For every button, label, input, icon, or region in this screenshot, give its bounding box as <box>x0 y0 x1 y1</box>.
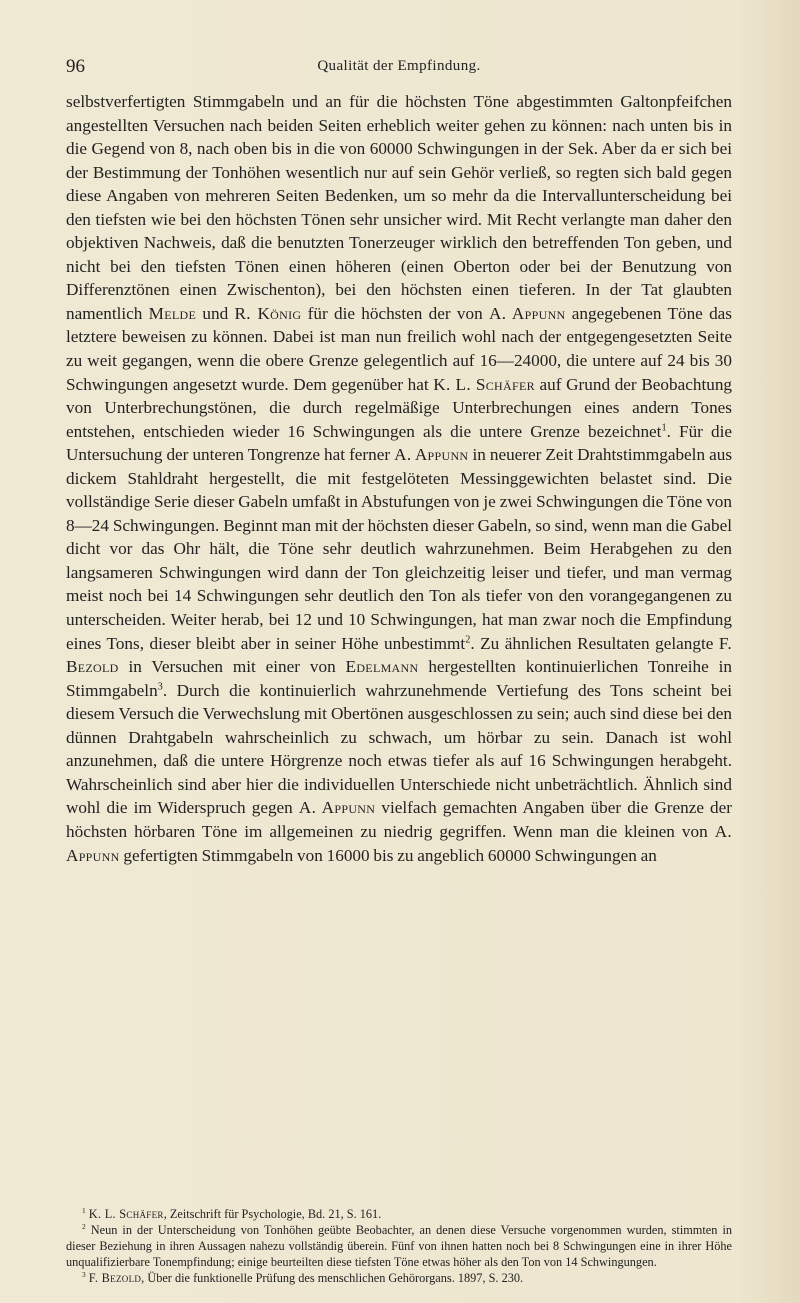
text-span: und <box>196 303 235 323</box>
author-name-koenig: R. König <box>234 303 302 323</box>
running-title: Qualität der Empfindung. <box>317 58 481 74</box>
footnote-2 <box>66 1222 732 1270</box>
text-span: für die höchsten der von <box>301 303 489 323</box>
main-text <box>66 90 732 867</box>
author-name-bezold: F. Bezold <box>66 633 732 677</box>
text-span: selbstverfertigten Stimmgabeln und an für die höchsten Töne abgestimmten Galtonpfeifchen angestellten Versuchen nach beiden Seiten erheblich weiter gehen zu können: nach unten bis in die Gegend von 8, nach oben bis in die von 60000 Schwingungen in der Sek. Aber da er sich bei der Bestimmung der Tonhöhen wesentlich nur auf sein Gehör verließ, so regten sich bald gegen diese Angaben von mehreren Seiten Bedenken, um so mehr da die Intervallunterscheidung bei den tiefsten wie bei den höchsten Tönen sehr unsicher wird. Mit Recht verlangte man daher den objektiven Nachweis, daß die benutzten Tonerzeuger wirklich den betreffenden Ton geben, und nicht bei den tiefsten Tönen einen höheren (einen Oberton oder bei der Benutzung von Differenztönen einen Zwischenton), bei den höchsten einen tieferen. In der Tat glaubten namentlich <box>66 92 732 323</box>
text-span: . Durch die kontinuierlich wahrzunehmende Vertiefung des Tons scheint bei diesem Versuch die Verwechslung mit Obertönen ausgeschlossen zu sein; auch sind diese bei den dünnen Drahtgabeln wahrscheinlich zu schwach, um hörbar zu sein. Danach ist wohl anzunehmen, daß die untere Hörgrenze noch etwas tiefer als auf 16 Schwingungen herabgeht. Wahrscheinlich sind aber hier die individuellen Unterschiede nicht unbeträchtlich. Ähnlich sind wohl die im Widerspruch gegen <box>66 680 732 818</box>
author-name-melde: Melde <box>148 303 197 323</box>
author-name-appunn: A. Appunn <box>66 821 732 865</box>
footnote-3 <box>66 1270 732 1286</box>
text-span: angegebenen Töne das letztere beweisen zu können. Dabei ist man nun freilich wohl nach der entgegengesetzten Seite zu weit gegangen, wenn die obere Grenze gelegentlich auf 16—24000, die untere auf 24 bis 30 Schwingungen angesetzt wurde. Dem gegenüber hat <box>66 303 732 394</box>
page-header <box>66 56 732 82</box>
text-span: hergestellten kontinuierlichen Tonreihe in Stimmgabeln <box>66 657 732 700</box>
footnote-ref-3[interactable]: 3 <box>157 680 163 692</box>
text-span: gefertigten Stimmgabeln von 16000 bis zu angeblich 60000 Schwingungen an <box>119 845 657 865</box>
author-name-schaefer: K. L. Schäfer <box>433 374 535 394</box>
text-span: vielfach gemachten Angaben über die Grenze der höchsten hörbaren Töne im allgemeinen zu niedrig gegriffen. Wenn man die kleinen von <box>66 798 733 841</box>
footnote-ref-1[interactable]: 1 <box>661 421 667 433</box>
author-name-appunn: A. Appunn <box>488 303 566 323</box>
footnote-author: F. Bezold <box>88 1271 142 1285</box>
footnote-1 <box>66 1206 732 1222</box>
footnote-mark: 2 <box>82 1221 86 1231</box>
page-number: 96 <box>66 56 85 77</box>
text-span: . Zu ähnlichen Resultaten gelangte <box>470 633 719 653</box>
text-span: in Versuchen mit einer von <box>118 657 346 677</box>
footnote-ref-2[interactable]: 2 <box>465 633 471 645</box>
footnotes <box>66 1206 732 1286</box>
footnote-mark: 3 <box>82 1269 86 1279</box>
footnote-mark: 1 <box>82 1205 86 1215</box>
footnote-text: Neun in der Unterscheidung von Tonhöhen geübte Beobachter, an denen diese Versuche vorgenommen wurden, stimmten in dieser Beziehung in ihren Aussagen nahezu vollständig überein. Fünf von ihnen hatten noch bei 8 Schwingungen eine in ihrer Höhe unqualifizierbare Tonempfindung; einige beurteilten diese tiefsten Töne etwas höher als den Ton von 14 Schwingungen. <box>66 1223 733 1269</box>
footnote-text: , Über die funktionelle Prüfung des menschlichen Gehörorgans. 1897, S. 230. <box>141 1271 524 1285</box>
footnote-text: , Zeitschrift für Psychologie, Bd. 21, S. 161. <box>163 1207 382 1221</box>
text-span: . Für die Untersuchung der unteren Tongrenze hat ferner <box>66 421 732 465</box>
text-span: in neuerer Zeit Drahtstimmgabeln aus dickem Stahldraht hergestellt, die mit festgelöteten Messinggewichten belastet sind. Die vollständige Serie dieser Gabeln umfaßt in Abstufungen von je zwei Schwingungen die Töne von 8—24 Schwingungen. Beginnt man mit der höchsten dieser Gabeln, so sind, wenn man die Gabel dicht vor das Ohr hält, die Töne sehr deutlich wahrzunehmen. Beim Herabgehen zu den langsameren Schwingungen wird dann der Ton gleichzeitig leiser und tiefer, und man vermag meist noch bei 14 Schwingungen sehr deutlich den Ton als tiefer von den vorangegangenen zu unterscheiden. Weiter herab, bei 12 und 10 Schwingungen, hat man zwar noch die Empfindung eines Tons, dieser bleibt aber in seiner Höhe unbestimmt <box>66 445 733 653</box>
footnote-author: K. L. Schäfer <box>88 1207 164 1221</box>
text-span: auf Grund der Beobachtung von Unterbrechungstönen, die durch regelmäßige Unterbrechungen eines andern Tones entstehen, entschieden wieder 16 Schwingungen als die untere Grenze bezeichnet <box>66 374 733 441</box>
body-paragraph <box>66 90 732 867</box>
author-name-appunn: A. Appunn <box>394 445 469 465</box>
author-name-edelmann: Edelmann <box>345 657 419 677</box>
author-name-appunn: A. Appunn <box>298 798 376 818</box>
